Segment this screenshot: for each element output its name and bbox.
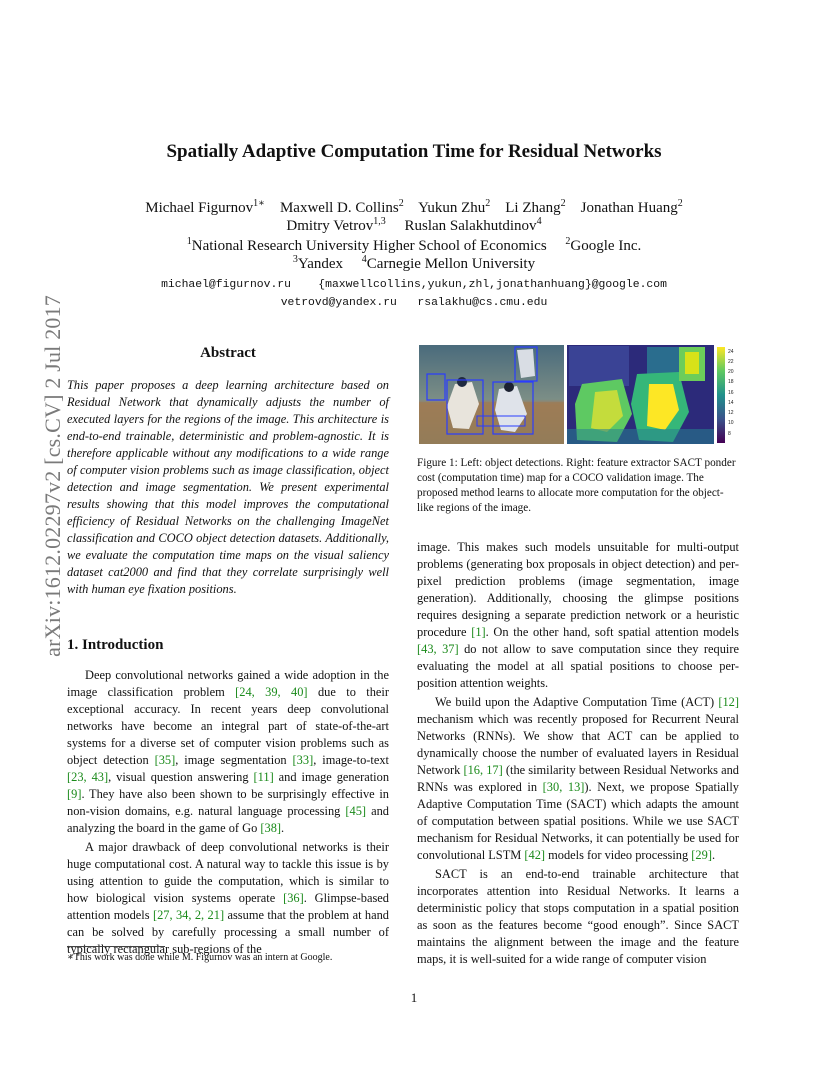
author-name: Jonathan Huang — [580, 200, 678, 216]
citation-link[interactable]: [11] — [253, 770, 274, 784]
figure-1 — [417, 344, 739, 445]
text-run: A major drawback of deep convolutional networks is their huge computational cost. A natural way to tackle this issue is by using attention to guide the computation, which is similar to how biological vision systems operate — [67, 840, 389, 905]
author-name: Dmitry Vetrov — [286, 218, 374, 234]
citation-link[interactable]: [29] — [691, 848, 712, 862]
colorbar-tick: 10 — [728, 420, 734, 426]
text-run: (the similarity between Residual Networks and RNNs was explored in — [417, 763, 739, 794]
colorbar-tick: 22 — [728, 359, 734, 365]
text-run: , image-to-text — [313, 753, 389, 767]
text-run: do not allow to save computation since they require evaluating the model at all spatial positions to choose per-position attention weights. — [417, 642, 740, 690]
footnote: ∗This work was done while M. Figurnov was an intern at Google. — [67, 952, 333, 963]
affiliation-sup: 4 — [361, 254, 367, 265]
author-line-2 — [0, 213, 828, 235]
author-name: Li Zhang — [505, 200, 561, 216]
author-sup: 2 — [560, 198, 566, 209]
citation-link[interactable]: [16, 17] — [463, 763, 503, 777]
right-paragraph-2 — [417, 694, 739, 864]
text-run: . — [281, 821, 285, 835]
text-run: . On the other hand, soft spatial attention models — [485, 625, 739, 639]
intro-paragraph-1 — [67, 667, 389, 837]
affiliation-sup: 3 — [292, 254, 298, 265]
text-run: ). Next, we propose Spatially Adaptive Computation Time (SACT) which adapts the amount of computation between spatial positions. While we use SACT mechanism for Residual Networks, it can potentially be used for convolutional LSTM — [417, 780, 739, 862]
text-run: and analyzing the board in the game of Go — [67, 804, 389, 835]
citation-link[interactable]: [30, 13] — [542, 780, 585, 794]
colorbar-tick: 12 — [728, 410, 734, 416]
intro-paragraph-2 — [67, 839, 389, 958]
text-run: mechanism which was recently proposed for Recurrent Neural Networks (RNNs). We show that ACT can be applied to dynamically choose the number of evaluated layers in Residual Network — [417, 712, 739, 777]
colorbar-tick: 16 — [728, 390, 734, 396]
text-run: . They have also been shown to be surprisingly effective in non-vision domains, e.g. natural language processing — [67, 787, 389, 818]
page-number: 1 — [410, 990, 418, 1005]
affiliation-google: Google Inc. — [570, 238, 642, 254]
email: vetrovd@yandex.ru — [280, 297, 397, 309]
text-run: models for video processing — [545, 848, 692, 862]
text-run: We build upon the Adaptive Computation Time (ACT) — [435, 695, 719, 709]
author-sup: 1∗ — [253, 198, 265, 209]
affiliation-hse: National Research University Higher School of Economics — [191, 238, 547, 254]
citation-link[interactable]: [42] — [524, 848, 546, 862]
citation-link[interactable]: [27, 34, 2, 21] — [152, 908, 225, 922]
email: michael@figurnov.ru — [161, 279, 291, 291]
paper-title: Spatially Adaptive Computation Time for Residual Networks — [166, 141, 662, 162]
affiliation-cmu: Carnegie Mellon University — [366, 256, 536, 272]
intro-body — [67, 667, 389, 958]
affiliation-sup: 2 — [565, 236, 571, 247]
ponder-cost-map — [567, 345, 714, 444]
figure-1-caption: Figure 1: Left: object detections. Right: feature extractor SACT ponder cost (computation time) map for a COCO validation image. The proposed method learns to allocate more computation for the object-like regions of the image. — [417, 457, 736, 514]
email-line-2 — [0, 294, 828, 312]
right-column-body — [417, 539, 739, 968]
author-sup: 1,3 — [373, 216, 386, 227]
author-name: Ruslan Salakhutdinov — [404, 218, 537, 234]
citation-link[interactable]: [12] — [718, 695, 739, 709]
footnote-rule — [67, 946, 165, 947]
affiliation-yandex: Yandex — [297, 256, 344, 272]
colorbar — [717, 347, 725, 443]
colorbar-tick: 8 — [728, 431, 731, 437]
colorbar-tick: 18 — [728, 379, 734, 385]
author-name: Yukun Zhu — [418, 200, 486, 216]
colorbar-tick: 14 — [728, 400, 734, 406]
text-run: , image segmentation — [175, 753, 293, 767]
abstract-text: This paper proposes a deep learning architecture based on Residual Network that dynamically adjusts the number of executed layers for the regions of the image. This architecture is end-to-end trainable, deterministic and problem-agnostic. It is therefore applicable without any modifications to a wide range of computer vision problems such as image classification, object detection and image segmentation. We present experimental results showing that this model improves the computational efficiency of Residual Networks on the challenging ImageNet classification and COCO object detection datasets. Additionally, we evaluate the computation time maps on the visual saliency dataset cat2000 and find that they correlate surprisingly well with human eye fixation positions. — [67, 378, 389, 596]
citation-link[interactable]: [1] — [471, 625, 486, 639]
text-run: Deep convolutional networks gained a wide adoption in the image classification problem — [67, 668, 389, 699]
affiliation-line-2 — [0, 251, 828, 273]
right-paragraph-1 — [417, 539, 739, 692]
email: rsalakhu@cs.cmu.edu — [417, 297, 548, 309]
author-name: Michael Figurnov — [145, 200, 254, 216]
author-sup: 4 — [536, 216, 542, 227]
affiliation-sup: 1 — [186, 236, 192, 247]
citation-link[interactable]: [45] — [345, 804, 367, 818]
text-run: image. This makes such models unsuitable for multi-output problems (generating box proposals in object detection) and per-pixel prediction problems (image segmentation, image generation). Additionally, choosing the glimpse positions requires designing a separate prediction network or a heuristic procedure — [417, 540, 739, 639]
email: {maxwellcollins,yukun,zhl,jonathanhuang}@google.com — [318, 279, 667, 291]
author-sup: 2 — [398, 198, 404, 209]
abstract-heading: Abstract — [200, 345, 256, 361]
text-run: . — [711, 848, 716, 862]
email-line-1 — [0, 276, 828, 294]
citation-link[interactable]: [43, 37] — [417, 642, 459, 656]
citation-link[interactable]: [33] — [292, 753, 314, 767]
citation-link[interactable]: [35] — [154, 753, 176, 767]
text-run: , visual question answering — [108, 770, 254, 784]
citation-link[interactable]: [38] — [260, 821, 282, 835]
colorbar-ticks — [728, 349, 734, 437]
colorbar-tick: 20 — [728, 369, 734, 375]
figure-1-image — [417, 344, 739, 445]
colorbar-tick: 24 — [728, 349, 734, 355]
text-run: . Glimpse-based attention models — [67, 891, 389, 922]
right-paragraph-3: SACT is an end-to-end trainable architecture that incorporates attention into Residual Networks. It learns a deterministic policy that stops computation in a spatial position as soon as the features become “good enough”. Since SACT maintains the alignment between the image and the feature maps, it is well-suited for a wide range of computer vision — [417, 867, 739, 966]
arxiv-identifier: arXiv:1612.02297v2 [cs.CV] 2 Jul 2017 — [40, 295, 65, 657]
text-run: due to their exceptional accuracy. In recent years deep convolutional networks have become an integral part of state-of-the-art systems for a diverse set of computer vision problems such as object detection — [67, 685, 389, 767]
text-run: and image generation — [273, 770, 390, 784]
author-name: Maxwell D. Collins — [279, 200, 399, 216]
author-sup: 2 — [485, 198, 491, 209]
citation-link[interactable]: [36] — [283, 891, 304, 905]
text-run: assume that the problem at hand can be solved by carefully processing a small number of typically rectangular sub-regions of the — [67, 908, 389, 956]
author-sup: 2 — [677, 198, 683, 209]
citation-link[interactable]: [24, 39, 40] — [235, 685, 308, 699]
citation-link[interactable]: [23, 43] — [67, 770, 109, 784]
detections-photo — [419, 345, 564, 444]
citation-link[interactable]: [9] — [67, 787, 82, 801]
section-heading-introduction: 1. Introduction — [67, 637, 164, 653]
